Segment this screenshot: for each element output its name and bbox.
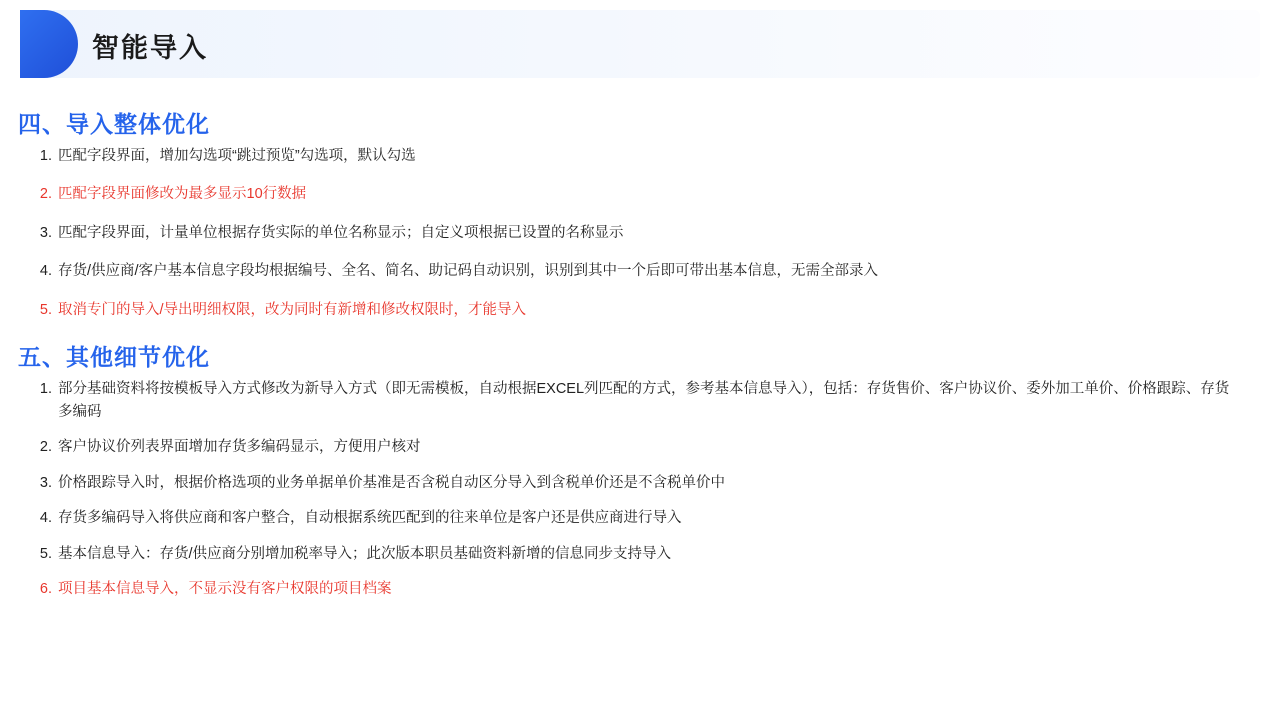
list-item-text: 存货多编码导入将供应商和客户整合，自动根据系统匹配到的往来单位是客户还是供应商进行导入 bbox=[58, 510, 682, 527]
section-import-overall-optimization bbox=[0, 106, 1280, 321]
section-item-list bbox=[0, 145, 1280, 321]
list-item-number: 5. bbox=[39, 301, 52, 318]
list-item-number: 3. bbox=[39, 224, 52, 241]
list-item-text: 匹配字段界面修改为最多显示10行数据 bbox=[58, 186, 307, 203]
list-item-number: 5. bbox=[39, 545, 52, 562]
list-item-number: 1. bbox=[39, 148, 52, 164]
list-item-text: 匹配字段界面，增加勾选项“跳过预览”勾选项，默认勾选 bbox=[58, 148, 416, 164]
list-item-text: 存货/供应商/客户基本信息字段均根据编号、全名、简名、助记码自动识别，识别到其中一个后即可带出基本信息，无需全部录入 bbox=[58, 263, 879, 280]
list-item bbox=[24, 299, 1280, 321]
list-item-number: 4. bbox=[39, 510, 52, 527]
list-item-text: 部分基础资料将按模板导入方式修改为新导入方式（即无需模板，自动根据EXCEL列匹配的方式，参考基本信息导入），包括：存货售价、客户协议价、委外加工单价、价格跟踪、存货多编码 bbox=[58, 381, 1230, 420]
list-item bbox=[24, 578, 1280, 600]
slide-content bbox=[0, 88, 1280, 614]
section-title: 四、导入整体优化 bbox=[18, 111, 210, 137]
list-item-text: 取消专门的导入/导出明细权限，改为同时有新增和修改权限时，才能导入 bbox=[58, 301, 527, 318]
list-item bbox=[24, 260, 1280, 282]
list-item bbox=[24, 145, 1280, 167]
page-header bbox=[0, 0, 1280, 88]
list-item-number: 6. bbox=[39, 581, 52, 598]
list-item-number: 3. bbox=[39, 474, 52, 491]
list-item-number: 4. bbox=[39, 263, 52, 280]
list-item bbox=[24, 543, 1280, 565]
section-other-detail-optimization bbox=[0, 339, 1280, 600]
list-item-number: 2. bbox=[39, 439, 52, 456]
list-item-text: 匹配字段界面，计量单位根据存货实际的单位名称显示；自定义项根据已设置的名称显示 bbox=[58, 224, 624, 241]
list-item bbox=[24, 507, 1280, 529]
list-item bbox=[24, 378, 1280, 423]
page-title: 智能导入 bbox=[92, 33, 208, 63]
list-item bbox=[24, 472, 1280, 494]
list-item bbox=[24, 436, 1280, 458]
list-item-text: 客户协议价列表界面增加存货多编码显示，方便用户核对 bbox=[58, 439, 421, 456]
list-item-number: 1. bbox=[39, 381, 52, 398]
list-item-number: 2. bbox=[39, 186, 52, 203]
list-item bbox=[24, 183, 1280, 205]
list-item-text: 基本信息导入：存货/供应商分别增加税率导入；此次版本职员基础资料新增的信息同步支持导入 bbox=[58, 545, 672, 562]
section-item-list bbox=[0, 378, 1280, 600]
list-item bbox=[24, 222, 1280, 244]
section-title: 五、其他细节优化 bbox=[18, 344, 210, 371]
list-item-text: 价格跟踪导入时，根据价格选项的业务单据单价基准是否含税自动区分导入到含税单价还是不含税单价中 bbox=[58, 474, 725, 491]
list-item-text: 项目基本信息导入，不显示没有客户权限的项目档案 bbox=[58, 581, 392, 598]
